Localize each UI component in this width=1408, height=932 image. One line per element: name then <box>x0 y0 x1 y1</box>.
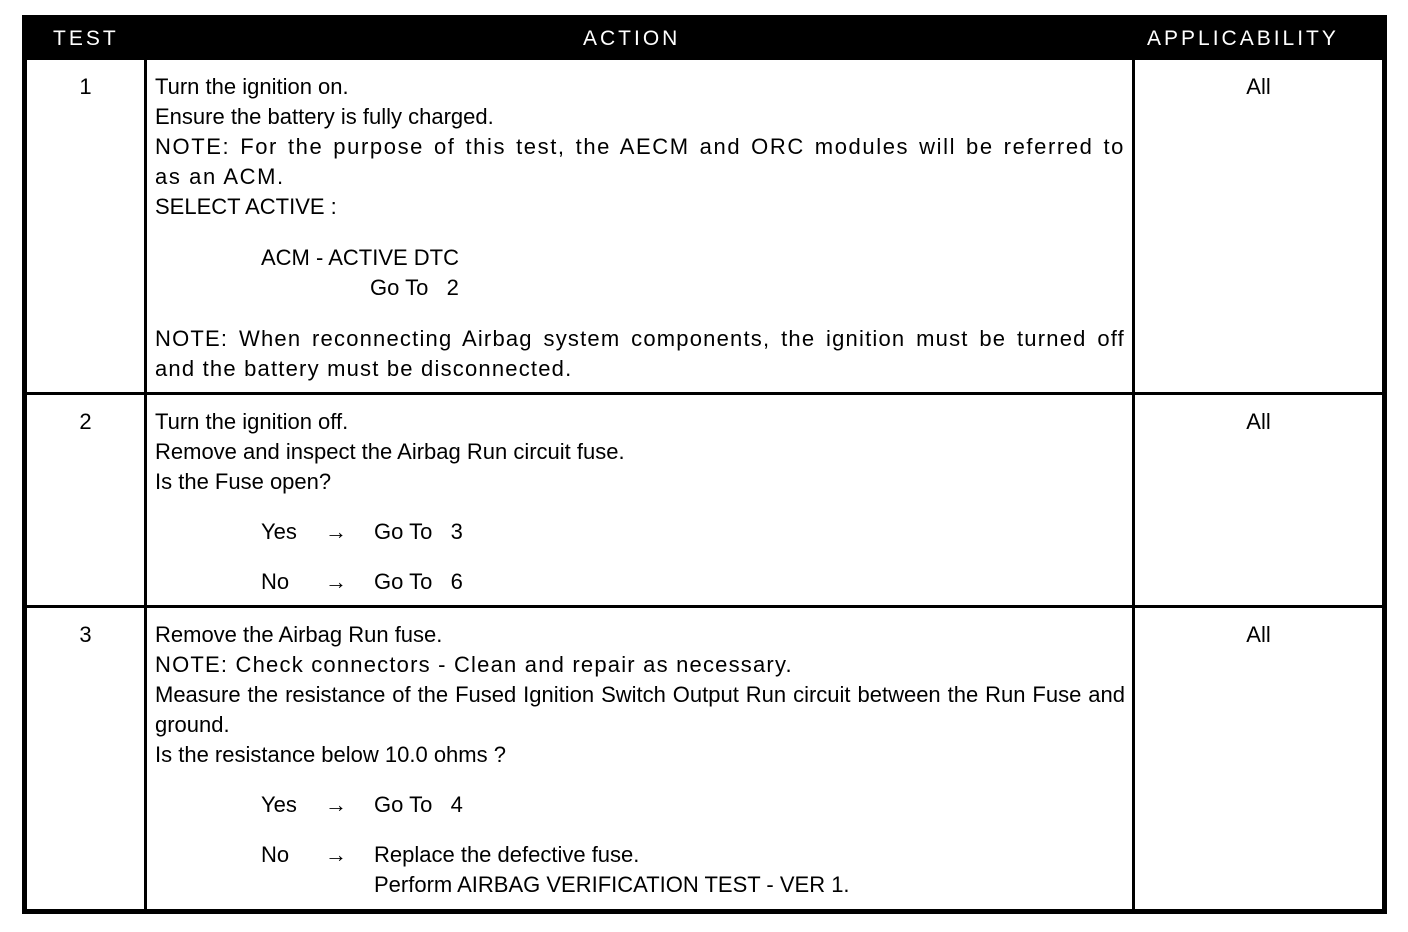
test-number: 1 <box>79 74 92 99</box>
test-number: 2 <box>79 409 92 434</box>
action-line: Turn the ignition off. <box>155 409 349 434</box>
action-line: Ensure the battery is fully charged. <box>155 104 494 129</box>
header-test: TEST <box>53 27 119 50</box>
action-line: Is the Fuse open? <box>155 469 332 494</box>
table-row-test-2 <box>27 395 1382 605</box>
action-cell <box>147 608 1132 909</box>
action-note: NOTE: When reconnecting Airbag system components, the ignition must be turned off and the battery must be disconnected. <box>155 326 1125 381</box>
no-label: No <box>261 569 290 594</box>
applicability-cell <box>1135 608 1382 909</box>
yes-result: Go To 4 <box>374 792 463 817</box>
table-row-test-1 <box>27 60 1382 392</box>
applicability-cell <box>1135 60 1382 392</box>
table-row-test-3 <box>27 608 1382 909</box>
test-number-cell <box>27 608 144 909</box>
no-result-continued: Perform AIRBAG VERIFICATION TEST - VER 1. <box>374 872 850 897</box>
action-line: Remove the Airbag Run fuse. <box>155 622 443 647</box>
yes-label: Yes <box>261 792 297 817</box>
applicability-value: All <box>1246 409 1271 434</box>
action-note: NOTE: Check connectors - Clean and repair as necessary. <box>155 652 793 677</box>
yes-label: Yes <box>261 519 297 544</box>
action-line: Remove and inspect the Airbag Run circuit fuse. <box>155 439 625 464</box>
applicability-cell <box>1135 395 1382 605</box>
action-cell <box>147 60 1132 392</box>
no-result: Go To 6 <box>374 569 463 594</box>
test-number-cell <box>27 60 144 392</box>
yes-result: Go To 3 <box>374 519 463 544</box>
arrow-right-icon: → <box>325 519 347 544</box>
header-action: ACTION <box>583 27 681 50</box>
no-label: No <box>261 842 290 867</box>
action-note: NOTE: For the purpose of this test, the AECM and ORC modules will be referred to as an ACM. <box>155 134 1125 189</box>
action-line: Is the resistance below 10.0 ohms ? <box>155 742 506 767</box>
test-number-cell <box>27 395 144 605</box>
no-result: Replace the defective fuse. <box>374 842 640 867</box>
applicability-value: All <box>1246 622 1271 647</box>
action-line: SELECT ACTIVE : <box>155 194 337 219</box>
arrow-right-icon: → <box>325 569 347 594</box>
test-number: 3 <box>79 622 92 647</box>
header-applicability: APPLICABILITY <box>1147 27 1339 50</box>
select-item: ACM - ACTIVE DTC <box>261 245 460 270</box>
arrow-right-icon: → <box>325 842 347 867</box>
arrow-right-icon: → <box>325 792 347 817</box>
action-line: Turn the ignition on. <box>155 74 349 99</box>
action-line: Measure the resistance of the Fused Ignition Switch Output Run circuit between the Run Fuse and ground. <box>155 682 1125 737</box>
diagnostic-test-table <box>22 15 1387 914</box>
action-cell <box>147 395 1132 605</box>
table-header <box>27 20 1382 60</box>
applicability-value: All <box>1246 74 1271 99</box>
goto-result: Go To 2 <box>370 275 459 300</box>
